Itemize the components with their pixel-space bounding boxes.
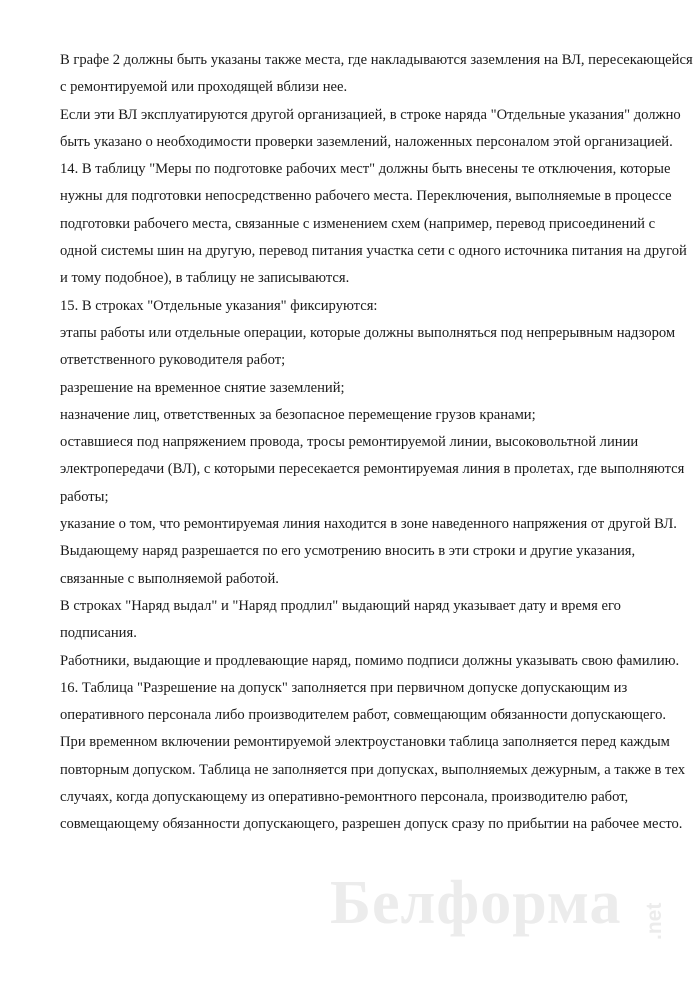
text-line: электропередачи (ВЛ), с которыми пересекается ремонтируемая линия в пролетах, где выполняются: [60, 461, 685, 478]
text-line: подписания.: [60, 625, 137, 642]
text-line: оставшиеся под напряжением провода, тросы ремонтируемой линии, высоковольтной линии: [60, 434, 639, 451]
text-line: назначение лиц, ответственных за безопасное перемещение грузов кранами;: [60, 406, 536, 423]
text-line: одной системы шин на другую, перевод питания участка сети с одного источника питания на другой: [60, 243, 687, 260]
text-line: 16. Таблица "Разрешение на допуск" заполняется при первичном допуске допускающим из: [60, 679, 628, 696]
text-line: нужны для подготовки непосредственно рабочего места. Переключения, выполняемые в процессе: [60, 188, 672, 205]
text-line: повторным допуском. Таблица не заполняется при допусках, выполняемых дежурным, а также в тех: [60, 761, 685, 778]
text-line: Работники, выдающие и продлевающие наряд, помимо подписи должны указывать свою фамилию.: [60, 652, 680, 669]
text-line: В строках "Наряд выдал" и "Наряд продлил" выдающий наряд указывает дату и время его: [60, 597, 621, 614]
text-line: связанные с выполняемой работой.: [60, 570, 279, 587]
text-line: подготовки рабочего места, связанные с изменением схем (например, перевод присоединений с: [60, 215, 656, 232]
text-line: 15. В строках "Отдельные указания" фиксируются:: [60, 297, 378, 314]
svg-text:.net: .net: [643, 902, 666, 940]
text-line: работы;: [60, 488, 109, 505]
text-line: В графе 2 должны быть указаны также места, где накладываются заземления на ВЛ, пересекающейся: [60, 52, 693, 68]
text-line: этапы работы или отдельные операции, которые должны выполняться под непрерывным надзором: [60, 324, 676, 341]
text-line: 14. В таблицу "Меры по подготовке рабочих мест" должны быть внесены те отключения, которые: [60, 161, 671, 178]
text-line: разрешение на временное снятие заземлений;: [60, 379, 345, 396]
document-body: [60, 47, 693, 839]
text-line: совмещающему обязанности допускающего, разрешен допуск сразу по прибытии на рабочее место.: [60, 816, 683, 833]
text-line: Если эти ВЛ эксплуатируются другой организацией, в строке наряда "Отдельные указания" должно: [60, 106, 681, 123]
text-line: и тому подобное), в таблицу не записываются.: [60, 270, 350, 287]
text-line: случаях, когда допускающему из оперативно-ремонтного персонала, производителю работ,: [60, 789, 629, 806]
text-line: быть указано о необходимости проверки заземлений, наложенных персоналом этой организацией.: [60, 133, 673, 150]
text-line: ответственного руководителя работ;: [60, 352, 286, 369]
text-line: Выдающему наряд разрешается по его усмотрению вносить в эти строки и другие указания,: [60, 543, 636, 560]
watermark-suffix: [642, 862, 666, 942]
watermark-brand: Белформа: [330, 869, 622, 937]
text-line: с ремонтируемой или проходящей вблизи нее.: [60, 79, 348, 96]
text-line: При временном включении ремонтируемой электроустановки таблица заполняется перед каждым: [60, 734, 670, 751]
watermark: [330, 858, 670, 948]
text-line: оперативного персонала либо производителем работ, совмещающим обязанности допускающего.: [60, 707, 667, 724]
text-line: указание о том, что ремонтируемая линия находится в зоне наведенного напряжения от другой ВЛ.: [60, 516, 677, 533]
